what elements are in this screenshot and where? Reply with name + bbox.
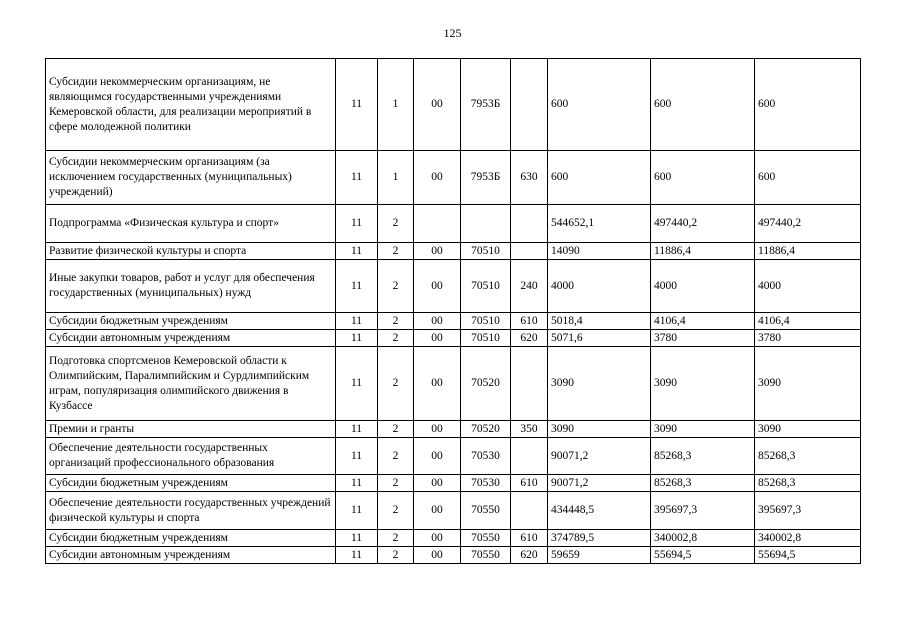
cell-program: 00 — [414, 260, 461, 313]
cell-amount-year-2: 85268,3 — [651, 438, 755, 475]
cell-section: 11 — [336, 347, 378, 421]
cell-amount-year-1: 3090 — [548, 421, 651, 438]
cell-section: 11 — [336, 313, 378, 330]
cell-amount-year-2: 497440,2 — [651, 205, 755, 243]
cell-name: Подпрограмма «Физическая культура и спорт» — [46, 205, 336, 243]
cell-subsection: 2 — [378, 347, 414, 421]
cell-name: Субсидии бюджетным учреждениям — [46, 313, 336, 330]
cell-section: 11 — [336, 475, 378, 492]
cell-amount-year-2: 4106,4 — [651, 313, 755, 330]
cell-amount-year-3: 600 — [755, 151, 861, 205]
cell-expense-type: 610 — [511, 475, 548, 492]
table-row — [46, 59, 861, 151]
cell-amount-year-3: 4106,4 — [755, 313, 861, 330]
cell-name: Премии и гранты — [46, 421, 336, 438]
cell-program — [414, 205, 461, 243]
cell-amount-year-1: 600 — [548, 59, 651, 151]
cell-target-article: 70530 — [461, 438, 511, 475]
cell-subsection: 1 — [378, 151, 414, 205]
cell-name: Субсидии бюджетным учреждениям — [46, 475, 336, 492]
cell-amount-year-1: 14090 — [548, 243, 651, 260]
cell-target-article: 70530 — [461, 475, 511, 492]
table-row — [46, 313, 861, 330]
cell-program: 00 — [414, 243, 461, 260]
table-row — [46, 330, 861, 347]
table-row — [46, 151, 861, 205]
cell-program: 00 — [414, 438, 461, 475]
cell-target-article: 70510 — [461, 313, 511, 330]
cell-section: 11 — [336, 492, 378, 530]
table-row — [46, 260, 861, 313]
cell-program: 00 — [414, 347, 461, 421]
cell-expense-type: 350 — [511, 421, 548, 438]
cell-amount-year-3: 497440,2 — [755, 205, 861, 243]
cell-expense-type: 620 — [511, 547, 548, 564]
table-row — [46, 547, 861, 564]
cell-target-article: 7953Б — [461, 151, 511, 205]
page-number: 125 — [443, 26, 462, 40]
cell-program: 00 — [414, 59, 461, 151]
cell-subsection: 2 — [378, 243, 414, 260]
cell-expense-type: 240 — [511, 260, 548, 313]
cell-amount-year-2: 3780 — [651, 330, 755, 347]
cell-amount-year-2: 11886,4 — [651, 243, 755, 260]
cell-expense-type — [511, 347, 548, 421]
cell-section: 11 — [336, 260, 378, 313]
cell-program: 00 — [414, 151, 461, 205]
cell-amount-year-3: 3090 — [755, 347, 861, 421]
cell-program: 00 — [414, 547, 461, 564]
cell-amount-year-3: 85268,3 — [755, 438, 861, 475]
cell-target-article: 70510 — [461, 243, 511, 260]
table-row — [46, 438, 861, 475]
cell-subsection: 2 — [378, 547, 414, 564]
cell-expense-type — [511, 243, 548, 260]
cell-amount-year-3: 11886,4 — [755, 243, 861, 260]
cell-expense-type: 610 — [511, 313, 548, 330]
cell-expense-type — [511, 492, 548, 530]
cell-expense-type: 630 — [511, 151, 548, 205]
table-row — [46, 205, 861, 243]
cell-amount-year-1: 4000 — [548, 260, 651, 313]
cell-amount-year-1: 5071,6 — [548, 330, 651, 347]
cell-amount-year-3: 3090 — [755, 421, 861, 438]
cell-amount-year-1: 59659 — [548, 547, 651, 564]
cell-program: 00 — [414, 313, 461, 330]
cell-target-article: 70550 — [461, 492, 511, 530]
table-row — [46, 492, 861, 530]
cell-subsection: 2 — [378, 260, 414, 313]
cell-target-article: 70550 — [461, 547, 511, 564]
cell-section: 11 — [336, 59, 378, 151]
cell-target-article: 70520 — [461, 347, 511, 421]
cell-section: 11 — [336, 151, 378, 205]
cell-amount-year-3: 3780 — [755, 330, 861, 347]
cell-section: 11 — [336, 438, 378, 475]
cell-subsection: 2 — [378, 205, 414, 243]
cell-amount-year-2: 4000 — [651, 260, 755, 313]
cell-subsection: 2 — [378, 492, 414, 530]
cell-amount-year-2: 340002,8 — [651, 530, 755, 547]
cell-name: Субсидии автономным учреждениям — [46, 547, 336, 564]
cell-amount-year-3: 4000 — [755, 260, 861, 313]
cell-target-article: 70550 — [461, 530, 511, 547]
cell-name: Субсидии автономным учреждениям — [46, 330, 336, 347]
cell-name: Обеспечение деятельности государственных учреждений физической культуры и спорта — [46, 492, 336, 530]
cell-subsection: 2 — [378, 330, 414, 347]
cell-amount-year-2: 600 — [651, 59, 755, 151]
table-row — [46, 475, 861, 492]
cell-program: 00 — [414, 421, 461, 438]
cell-expense-type: 610 — [511, 530, 548, 547]
cell-name: Иные закупки товаров, работ и услуг для обеспечения государственных (муниципальных) нужд — [46, 260, 336, 313]
cell-amount-year-1: 3090 — [548, 347, 651, 421]
cell-expense-type: 620 — [511, 330, 548, 347]
cell-expense-type — [511, 438, 548, 475]
cell-amount-year-2: 600 — [651, 151, 755, 205]
table-row — [46, 530, 861, 547]
cell-section: 11 — [336, 530, 378, 547]
cell-name: Подготовка спортсменов Кемеровской области к Олимпийским, Паралимпийским и Сурдлимпийским играм, популяризация олимпийского движения в Кузбассе — [46, 347, 336, 421]
cell-amount-year-2: 395697,3 — [651, 492, 755, 530]
cell-name: Субсидии некоммерческим организациям, не являющимся государственными учреждениями Кемеровской области, для реализации мероприятий в сфере молодежной политики — [46, 59, 336, 151]
cell-subsection: 2 — [378, 438, 414, 475]
cell-amount-year-2: 3090 — [651, 347, 755, 421]
cell-target-article — [461, 205, 511, 243]
cell-program: 00 — [414, 492, 461, 530]
table-body — [46, 59, 861, 564]
cell-section: 11 — [336, 243, 378, 260]
cell-subsection: 2 — [378, 530, 414, 547]
cell-name: Субсидии бюджетным учреждениям — [46, 530, 336, 547]
cell-amount-year-1: 90071,2 — [548, 438, 651, 475]
cell-subsection: 2 — [378, 313, 414, 330]
cell-section: 11 — [336, 205, 378, 243]
cell-amount-year-3: 85268,3 — [755, 475, 861, 492]
cell-amount-year-3: 395697,3 — [755, 492, 861, 530]
cell-program: 00 — [414, 475, 461, 492]
cell-amount-year-2: 3090 — [651, 421, 755, 438]
cell-amount-year-1: 90071,2 — [548, 475, 651, 492]
cell-target-article: 7953Б — [461, 59, 511, 151]
cell-name: Обеспечение деятельности государственных организаций профессионального образования — [46, 438, 336, 475]
cell-name: Развитие физической культуры и спорта — [46, 243, 336, 260]
cell-section: 11 — [336, 421, 378, 438]
cell-amount-year-1: 5018,4 — [548, 313, 651, 330]
cell-amount-year-1: 544652,1 — [548, 205, 651, 243]
cell-amount-year-1: 434448,5 — [548, 492, 651, 530]
cell-amount-year-2: 85268,3 — [651, 475, 755, 492]
cell-amount-year-2: 55694,5 — [651, 547, 755, 564]
cell-program: 00 — [414, 330, 461, 347]
cell-amount-year-3: 55694,5 — [755, 547, 861, 564]
cell-target-article: 70510 — [461, 330, 511, 347]
cell-subsection: 2 — [378, 421, 414, 438]
cell-amount-year-1: 374789,5 — [548, 530, 651, 547]
table-row — [46, 243, 861, 260]
cell-program: 00 — [414, 530, 461, 547]
cell-subsection: 2 — [378, 475, 414, 492]
cell-subsection: 1 — [378, 59, 414, 151]
cell-expense-type — [511, 59, 548, 151]
table-row — [46, 421, 861, 438]
cell-section: 11 — [336, 547, 378, 564]
cell-amount-year-3: 340002,8 — [755, 530, 861, 547]
cell-target-article: 70510 — [461, 260, 511, 313]
cell-name: Субсидии некоммерческим организациям (за исключением государственных (муниципальных) учреждений) — [46, 151, 336, 205]
cell-target-article: 70520 — [461, 421, 511, 438]
cell-amount-year-1: 600 — [548, 151, 651, 205]
cell-expense-type — [511, 205, 548, 243]
cell-section: 11 — [336, 330, 378, 347]
cell-amount-year-3: 600 — [755, 59, 861, 151]
budget-table — [45, 58, 861, 564]
table-row — [46, 347, 861, 421]
